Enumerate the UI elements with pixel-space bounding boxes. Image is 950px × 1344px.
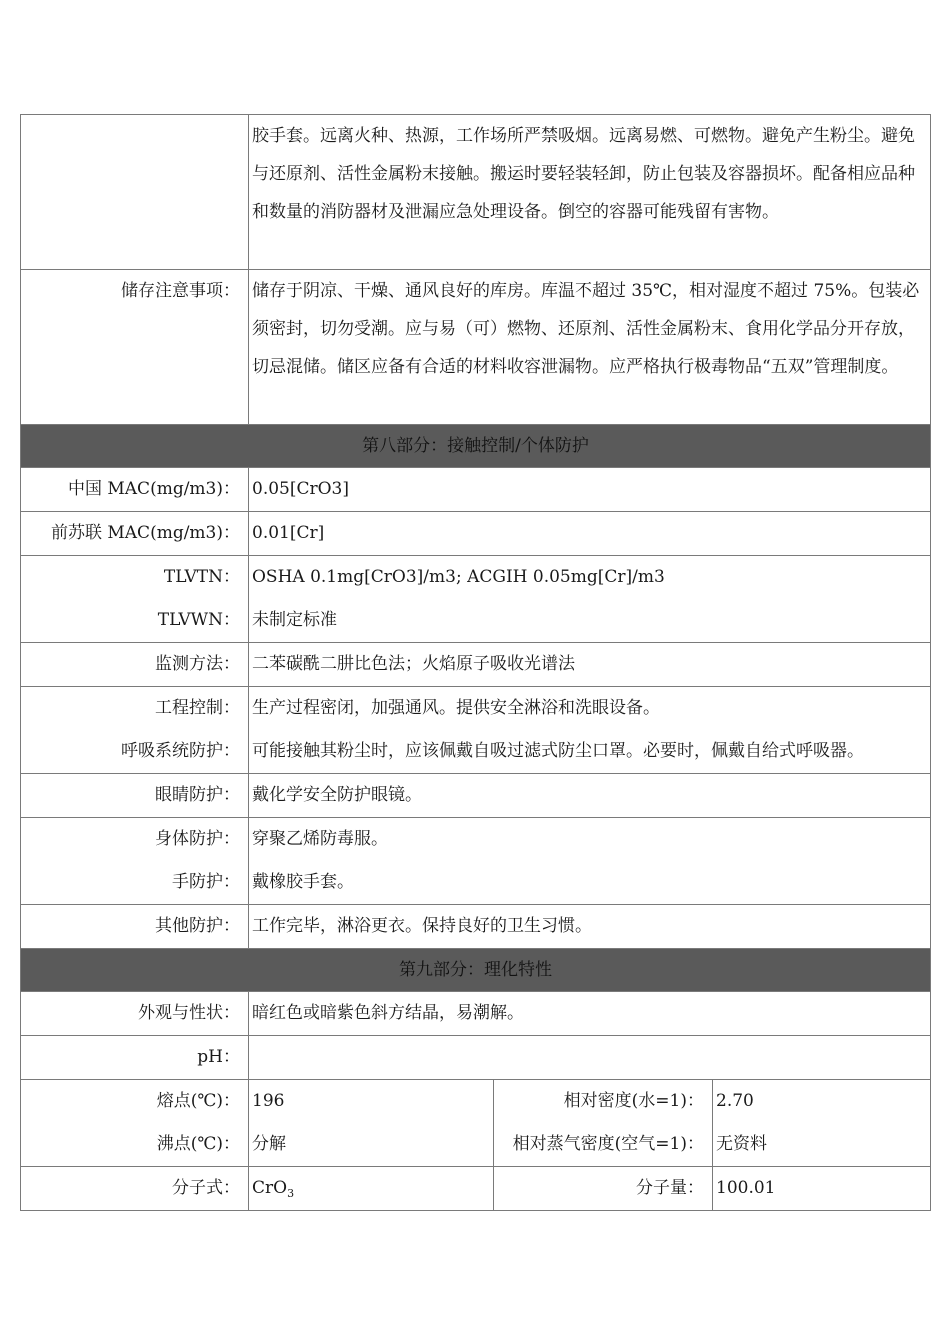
- mac-ussr-row: [21, 512, 931, 556]
- section9-title: 第九部分：理化特性: [21, 949, 931, 992]
- tlvtn-value: OSHA 0.1mg[CrO3]/m3; ACGIH 0.05mg[Cr]/m3: [252, 567, 665, 587]
- body-value: 穿聚乙烯防毒服。: [252, 829, 388, 849]
- density-value: 2.70: [716, 1091, 754, 1111]
- ph-value: [252, 1036, 930, 1079]
- mac-china-value: 0.05[CrO3]: [252, 479, 350, 499]
- mac-china-row: [21, 468, 931, 512]
- engineering-value: 生产过程密闭，加强通风。提供安全淋浴和洗眼设备。: [252, 698, 660, 718]
- formula-value: [252, 1167, 493, 1210]
- handling-row: [21, 115, 931, 270]
- mac-china-label: 中国 MAC(mg/m3)：: [67, 479, 240, 499]
- respiratory-value: 可能接触其粉尘时，应该佩戴自吸过滤式防尘口罩。必要时，佩戴自给式呼吸器。: [252, 741, 864, 761]
- section9-header: [21, 949, 931, 992]
- storage-text: 储存于阴凉、干燥、通风良好的库房。库温不超过 35℃，相对湿度不超过 75%。包装必须密封，切勿受潮。应与易（可）燃物、还原剂、活性金属粉末、食用化学品分开存放，切忌混储。储区应备有合适的材料收容泄漏物。应严格执行极毒物品“五双”管理制度。: [252, 281, 920, 377]
- other-row: [21, 905, 931, 949]
- appearance-label: 外观与性状：: [138, 1003, 240, 1023]
- monitoring-row: [21, 643, 931, 687]
- tlv-row: [21, 556, 931, 643]
- storage-label: 储存注意事项：: [121, 281, 240, 301]
- mac-ussr-label: 前苏联 MAC(mg/m3)：: [50, 523, 240, 543]
- handling-text: 胶手套。远离火种、热源，工作场所严禁吸烟。远离易燃、可燃物。避免产生粉尘。避免与还原剂、活性金属粉末接触。搬运时要轻装轻卸，防止包装及容器损坏。配备相应品种和数量的消防器材及泄漏应急处理设备。倒空的容器可能残留有害物。: [252, 126, 915, 222]
- boiling-label: 沸点(℃)：: [156, 1134, 240, 1154]
- tlvtn-label: TLVTN：: [163, 567, 240, 587]
- formula-label: 分子式：: [172, 1178, 240, 1198]
- storage-row: [21, 270, 931, 425]
- vapor-density-value: 无资料: [716, 1134, 767, 1154]
- mol-weight-value: 100.01: [716, 1178, 776, 1198]
- handling-value-cell: [249, 115, 931, 270]
- boiling-value: 分解: [252, 1134, 286, 1154]
- formula-subscript: 3: [287, 1187, 295, 1200]
- engineering-label: 工程控制：: [155, 698, 240, 718]
- ph-label: pH：: [197, 1047, 240, 1067]
- body-label: 身体防护：: [155, 829, 240, 849]
- melting-value: 196: [252, 1091, 285, 1111]
- formula-row: [21, 1167, 931, 1211]
- tlvwn-value: 未制定标准: [252, 610, 337, 630]
- section8-title: 第八部分：接触控制/个体防护: [21, 425, 931, 468]
- handling-label-cell: [21, 115, 249, 270]
- vapor-density-label: 相对蒸气密度(空气=1)：: [512, 1134, 704, 1154]
- tlvwn-label: TLVWN：: [157, 610, 240, 630]
- hand-label: 手防护：: [172, 872, 240, 892]
- monitoring-value: 二苯碳酰二肼比色法；火焰原子吸收光谱法: [252, 654, 575, 674]
- other-value: 工作完毕，淋浴更衣。保持良好的卫生习惯。: [252, 916, 592, 936]
- melting-label: 熔点(℃)：: [156, 1091, 240, 1111]
- melting-boiling-row: [21, 1080, 931, 1167]
- mac-ussr-value: 0.01[Cr]: [252, 523, 325, 543]
- formula-main: CrO: [252, 1178, 288, 1198]
- eye-row: [21, 774, 931, 818]
- appearance-row: [21, 992, 931, 1036]
- eye-label: 眼睛防护：: [155, 785, 240, 805]
- hand-value: 戴橡胶手套。: [252, 872, 354, 892]
- section8-header: [21, 425, 931, 468]
- eye-value: 戴化学安全防护眼镜。: [252, 785, 422, 805]
- body-hand-row: [21, 818, 931, 905]
- density-label: 相对密度(水=1)：: [563, 1091, 704, 1111]
- other-label: 其他防护：: [155, 916, 240, 936]
- msds-table: [20, 114, 931, 1211]
- respiratory-label: 呼吸系统防护：: [121, 741, 240, 761]
- mol-weight-label: 分子量：: [636, 1178, 704, 1198]
- appearance-value: 暗红色或暗紫色斜方结晶，易潮解。: [252, 1003, 524, 1023]
- engineering-respiratory-row: [21, 687, 931, 774]
- monitoring-label: 监测方法：: [155, 654, 240, 674]
- ph-row: [21, 1036, 931, 1080]
